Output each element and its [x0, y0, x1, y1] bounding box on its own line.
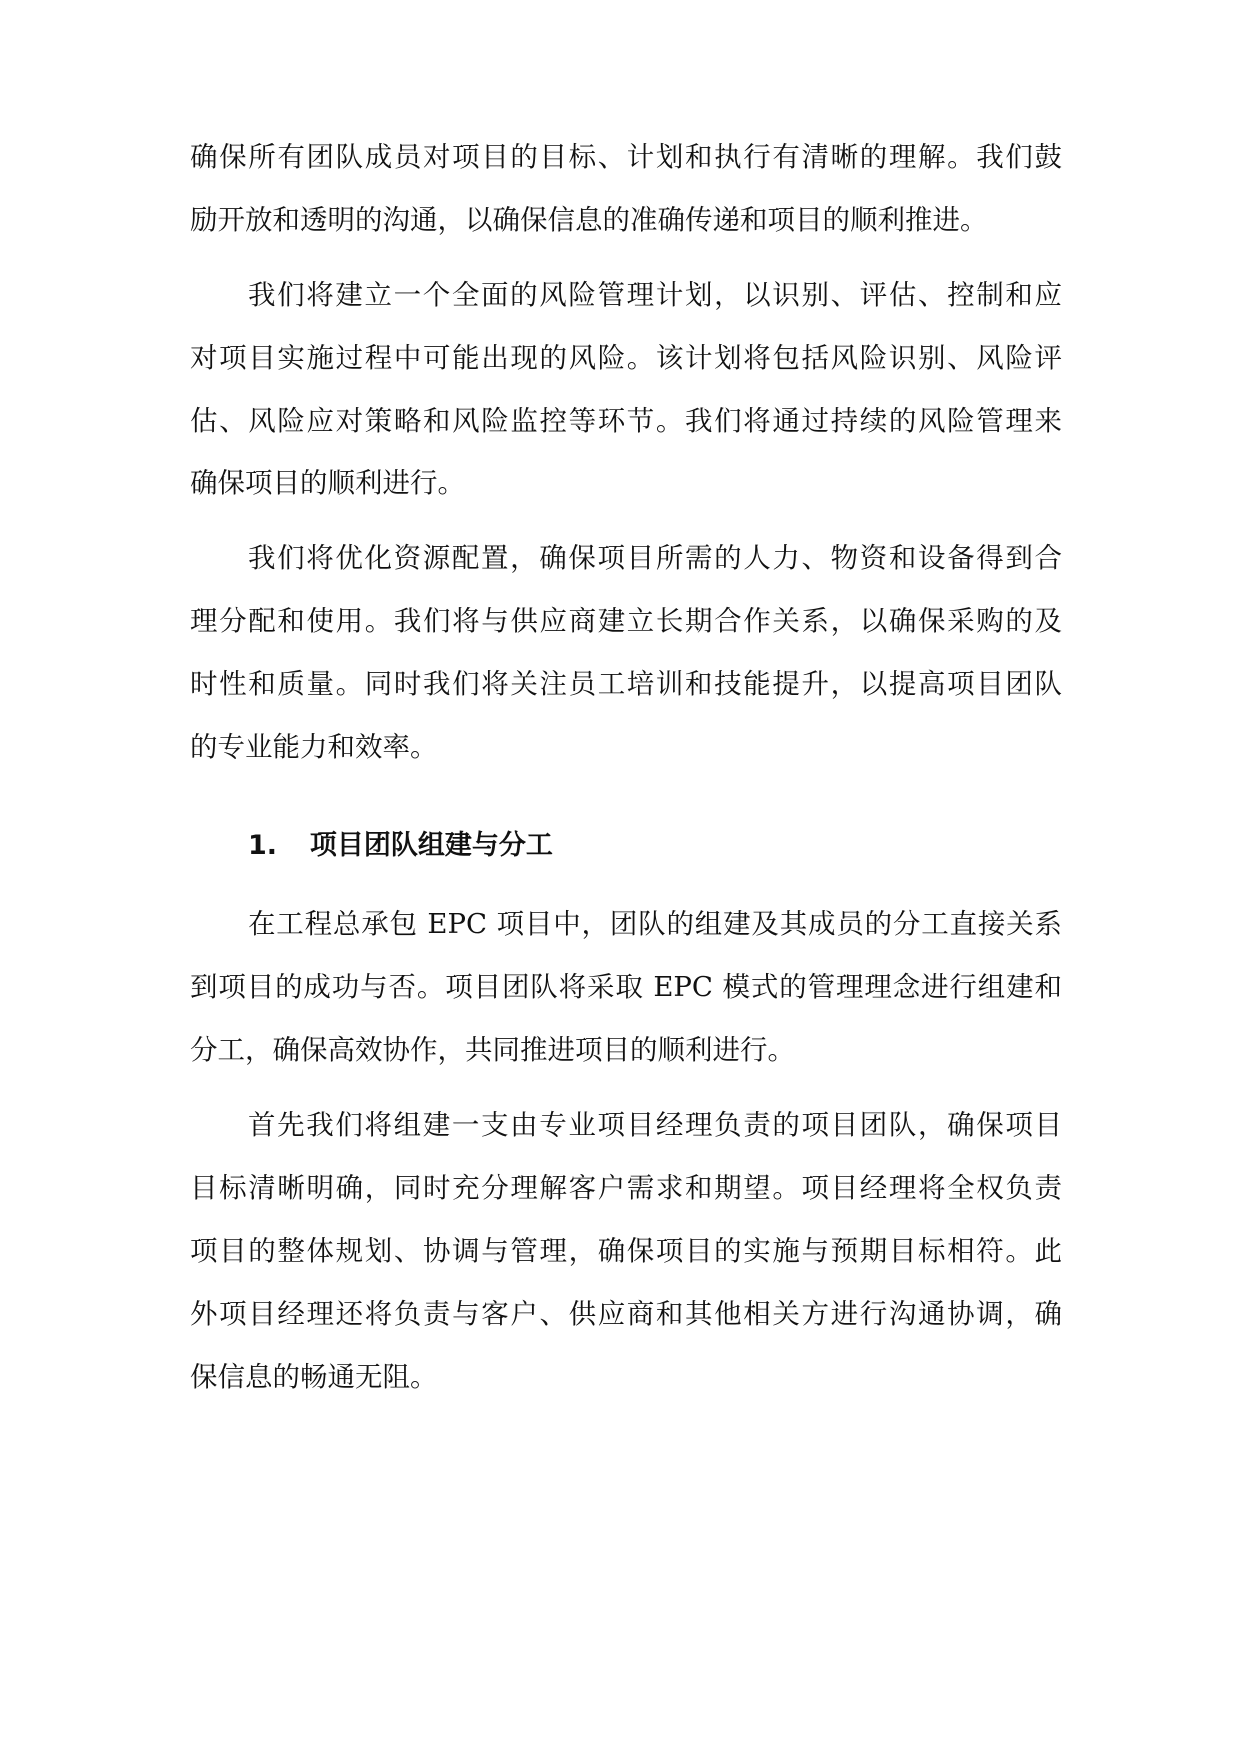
paragraph-4-line-1: 在工程总承包 EPC 项目中，团队的组建及其成员的分工直接关系	[248, 908, 1062, 940]
paragraph-2-line-1: 我们将建立一个全面的风险管理计划，以识别、评估、控制和应	[248, 279, 1062, 311]
paragraph-4-line-2: 到项目的成功与否。项目团队将采取 EPC 模式的管理理念进行组建和	[190, 971, 1062, 1003]
section-heading-number: 1.	[248, 830, 278, 861]
paragraph-3-line-4: 的专业能力和效率。	[190, 731, 438, 763]
paragraph-2-line-3: 估、风险应对策略和风险监控等环节。我们将通过持续的风险管理来	[190, 405, 1062, 437]
paragraph-1-line-1: 确保所有团队成员对项目的目标、计划和执行有清晰的理解。我们鼓	[190, 141, 1062, 173]
paragraph-2-line-2: 对项目实施过程中可能出现的风险。该计划将包括风险识别、风险评	[190, 342, 1062, 374]
paragraph-5-line-4: 外项目经理还将负责与客户、供应商和其他相关方进行沟通协调，确	[190, 1298, 1062, 1330]
paragraph-5-line-5: 保信息的畅通无阻。	[190, 1361, 438, 1393]
paragraph-3-line-2: 理分配和使用。我们将与供应商建立长期合作关系，以确保采购的及	[190, 605, 1062, 637]
paragraph-4-line-3: 分工，确保高效协作，共同推进项目的顺利进行。	[190, 1034, 795, 1066]
paragraph-5-line-3: 项目的整体规划、协调与管理，确保项目的实施与预期目标相符。此	[190, 1235, 1062, 1267]
paragraph-1-line-2: 励开放和透明的沟通，以确保信息的准确传递和项目的顺利推进。	[190, 204, 988, 236]
paragraph-5-line-2: 目标清晰明确，同时充分理解客户需求和期望。项目经理将全权负责	[190, 1172, 1062, 1204]
paragraph-2-line-4: 确保项目的顺利进行。	[190, 467, 465, 499]
paragraph-5-line-1: 首先我们将组建一支由专业项目经理负责的项目团队，确保项目	[248, 1109, 1062, 1141]
section-heading	[248, 826, 553, 866]
paragraph-3-line-3: 时性和质量。同时我们将关注员工培训和技能提升，以提高项目团队	[190, 668, 1062, 700]
paragraph-3-line-1: 我们将优化资源配置，确保项目所需的人力、物资和设备得到合	[248, 542, 1062, 574]
section-heading-title: 项目团队组建与分工	[309, 830, 553, 861]
